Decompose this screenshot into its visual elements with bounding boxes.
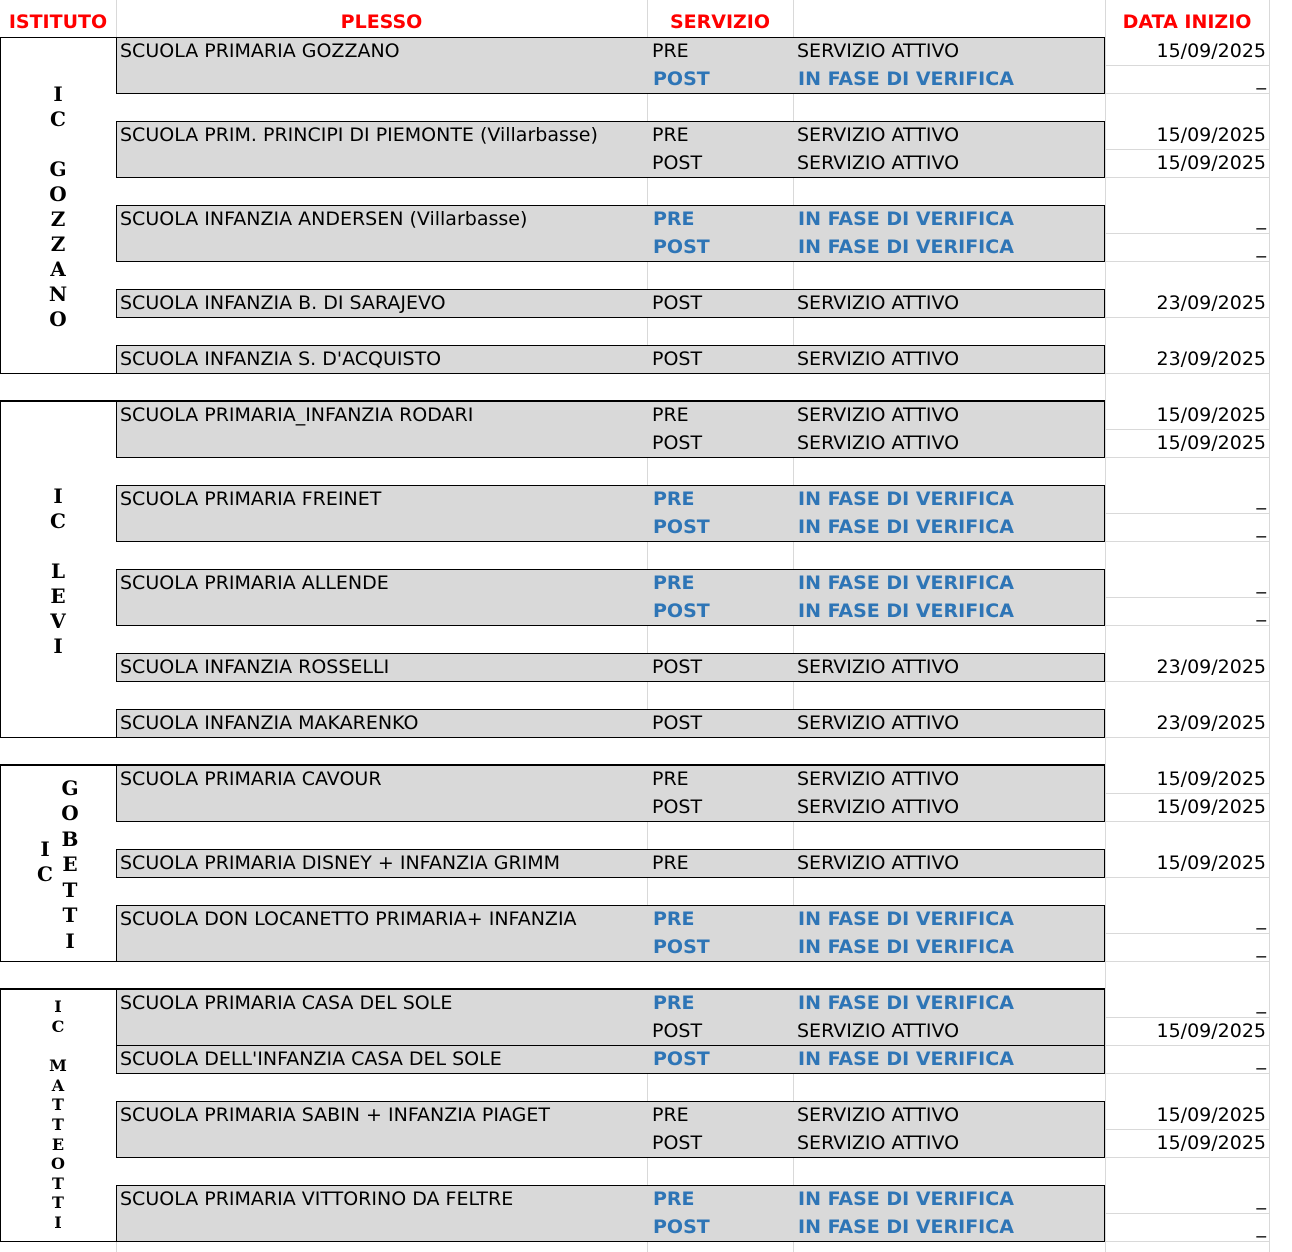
- data-inizio: _: [1256, 908, 1266, 930]
- servizio-type: POST: [652, 796, 703, 818]
- servizio-status: IN FASE DI VERIFICA: [798, 488, 1014, 510]
- servizio-status: IN FASE DI VERIFICA: [798, 1188, 1014, 1210]
- istituto-letter: E: [62, 852, 78, 877]
- servizio-status: SERVIZIO ATTIVO: [797, 712, 960, 734]
- servizio-status: SERVIZIO ATTIVO: [797, 1132, 960, 1154]
- plesso-name: SCUOLA PRIM. PRINCIPI DI PIEMONTE (Villarbasse): [120, 124, 598, 146]
- servizio-status: SERVIZIO ATTIVO: [797, 656, 960, 678]
- grid-line: [1105, 681, 1270, 682]
- servizio-type: PRE: [653, 572, 695, 594]
- plesso-name: SCUOLA DON LOCANETTO PRIMARIA+ INFANZIA: [120, 908, 577, 930]
- servizio-status: IN FASE DI VERIFICA: [798, 236, 1014, 258]
- grid-line: [1105, 961, 1270, 962]
- data-inizio: 15/09/2025: [1156, 796, 1266, 818]
- istituto-letter: I: [54, 1213, 62, 1232]
- istituto-letter: I: [65, 928, 75, 953]
- servizio-status: IN FASE DI VERIFICA: [798, 908, 1014, 930]
- servizio-status: IN FASE DI VERIFICA: [798, 992, 1014, 1014]
- servizio-status: SERVIZIO ATTIVO: [797, 348, 960, 370]
- servizio-status: IN FASE DI VERIFICA: [798, 936, 1014, 958]
- data-inizio: _: [1256, 936, 1266, 958]
- data-inizio: _: [1256, 600, 1266, 622]
- servizio-type: PRE: [653, 908, 695, 930]
- data-inizio: 23/09/2025: [1156, 348, 1266, 370]
- data-inizio: _: [1256, 516, 1266, 538]
- servizio-type: PRE: [652, 404, 689, 426]
- header-servizio: SERVIZIO: [669, 11, 771, 33]
- data-inizio: 15/09/2025: [1156, 852, 1266, 874]
- istituto-letter: C: [51, 1017, 65, 1036]
- servizio-type: POST: [652, 1132, 703, 1154]
- servizio-status: SERVIZIO ATTIVO: [797, 124, 960, 146]
- plesso-name: SCUOLA PRIMARIA FREINET: [120, 488, 382, 510]
- servizio-status: IN FASE DI VERIFICA: [798, 572, 1014, 594]
- data-inizio: 15/09/2025: [1156, 432, 1266, 454]
- plesso-name: SCUOLA INFANZIA MAKARENKO: [120, 712, 419, 734]
- data-inizio: _: [1256, 68, 1266, 90]
- istituto-letter: I: [54, 997, 62, 1017]
- data-inizio: 23/09/2025: [1156, 712, 1266, 734]
- istituto-letter: T: [52, 1193, 64, 1213]
- grid-line: [1105, 1073, 1270, 1074]
- grid-line: [1105, 737, 1270, 738]
- header-data-inizio: DATA INIZIO: [1122, 11, 1252, 33]
- istituto-letter: O: [51, 1154, 65, 1174]
- grid-line: [1105, 317, 1270, 318]
- group-separator: [0, 373, 1105, 401]
- grid-line: [1105, 541, 1270, 542]
- servizio-type: POST: [652, 1020, 703, 1042]
- grid-line: [1105, 1241, 1270, 1242]
- servizio-type: POST: [653, 516, 710, 538]
- servizio-status: IN FASE DI VERIFICA: [798, 516, 1014, 538]
- data-inizio: _: [1256, 208, 1266, 230]
- istituto-letter: O: [49, 307, 67, 331]
- istituto-letter: G: [61, 775, 79, 800]
- istituto-letter: Z: [50, 207, 66, 231]
- istituto-letter: A: [50, 257, 66, 281]
- data-inizio: 15/09/2025: [1156, 124, 1266, 146]
- header-istituto: ISTITUTO: [8, 11, 108, 33]
- data-inizio: 15/09/2025: [1156, 1132, 1266, 1154]
- data-inizio: _: [1256, 992, 1266, 1014]
- servizio-status: SERVIZIO ATTIVO: [797, 432, 960, 454]
- servizio-type: POST: [653, 1048, 710, 1070]
- istituto-letter: T: [62, 903, 78, 928]
- plesso-name: SCUOLA INFANZIA ROSSELLI: [120, 656, 390, 678]
- servizio-type: POST: [653, 68, 710, 90]
- servizio-status: SERVIZIO ATTIVO: [797, 768, 960, 790]
- data-inizio: _: [1256, 1048, 1266, 1070]
- istituto-letter: O: [49, 182, 67, 206]
- grid-line: [1105, 261, 1270, 262]
- servizio-type: POST: [652, 712, 703, 734]
- data-inizio: _: [1256, 1188, 1266, 1210]
- istituto-letter: I: [53, 633, 63, 658]
- servizio-type: PRE: [652, 1104, 689, 1126]
- data-inizio: 15/09/2025: [1156, 1020, 1266, 1042]
- grid-line: [1105, 821, 1270, 822]
- plesso-name: SCUOLA INFANZIA ANDERSEN (Villarbasse): [120, 208, 528, 230]
- servizio-status: SERVIZIO ATTIVO: [797, 852, 960, 874]
- istituto-letter: T: [52, 1173, 64, 1193]
- data-inizio: 15/09/2025: [1156, 152, 1266, 174]
- plesso-name: SCUOLA PRIMARIA DISNEY + INFANZIA GRIMM: [120, 852, 561, 874]
- group-separator: [0, 961, 1105, 989]
- data-inizio: 15/09/2025: [1156, 40, 1266, 62]
- istituto-letter: O: [61, 801, 79, 826]
- grid-line: [1105, 373, 1270, 374]
- istituto-letter: C: [50, 107, 66, 131]
- servizio-status: IN FASE DI VERIFICA: [798, 208, 1014, 230]
- data-inizio: 23/09/2025: [1156, 656, 1266, 678]
- plesso-name: SCUOLA PRIMARIA CASA DEL SOLE: [120, 992, 453, 1014]
- data-inizio: 23/09/2025: [1156, 292, 1266, 314]
- group-separator: [0, 737, 1105, 765]
- servizio-type: PRE: [652, 40, 689, 62]
- grid-line: [1105, 877, 1270, 878]
- servizio-status: IN FASE DI VERIFICA: [798, 68, 1014, 90]
- grid-line: [1105, 1157, 1270, 1158]
- istituto-letter: L: [50, 558, 66, 583]
- grid-line: [1105, 93, 1270, 94]
- istituto-letter: I: [40, 837, 50, 861]
- plesso-name: SCUOLA PRIMARIA_INFANZIA RODARI: [120, 404, 474, 426]
- servizio-status: IN FASE DI VERIFICA: [798, 600, 1014, 622]
- istituto-letter: T: [52, 1115, 64, 1134]
- grid-line: [1105, 457, 1270, 458]
- data-inizio: 15/09/2025: [1156, 404, 1266, 426]
- servizio-type: PRE: [653, 1188, 695, 1210]
- servizio-type: POST: [653, 936, 710, 958]
- servizio-type: PRE: [652, 768, 689, 790]
- istituto-letter: Z: [50, 232, 66, 256]
- servizio-status: SERVIZIO ATTIVO: [797, 404, 960, 426]
- istituto-letter: C: [37, 862, 53, 886]
- servizio-status: SERVIZIO ATTIVO: [797, 40, 960, 62]
- plesso-name: SCUOLA DELL'INFANZIA CASA DEL SOLE: [120, 1048, 502, 1070]
- data-inizio: _: [1256, 488, 1266, 510]
- istituto-letter: I: [53, 82, 63, 106]
- servizio-type: POST: [653, 600, 710, 622]
- servizio-status: IN FASE DI VERIFICA: [798, 1216, 1014, 1238]
- istituto-letter: N: [48, 282, 68, 306]
- istituto-letter: T: [52, 1095, 64, 1115]
- istituto-letter: G: [49, 157, 67, 181]
- istituto-letter: M: [49, 1056, 67, 1076]
- istituto-cell: [0, 765, 117, 962]
- servizio-status: SERVIZIO ATTIVO: [797, 796, 960, 818]
- plesso-name: SCUOLA INFANZIA B. DI SARAJEVO: [120, 292, 446, 314]
- plesso-name: SCUOLA PRIMARIA CAVOUR: [120, 768, 382, 790]
- plesso-name: SCUOLA INFANZIA S. D'ACQUISTO: [120, 348, 442, 370]
- grid-line: [1269, 0, 1270, 1252]
- servizio-type: PRE: [653, 992, 695, 1014]
- istituto-letter: I: [53, 483, 63, 508]
- data-inizio: 15/09/2025: [1156, 1104, 1266, 1126]
- plesso-name: SCUOLA PRIMARIA ALLENDE: [120, 572, 389, 594]
- servizio-status: SERVIZIO ATTIVO: [797, 152, 960, 174]
- servizio-type: POST: [652, 432, 703, 454]
- grid-line: [1105, 177, 1270, 178]
- data-inizio: 15/09/2025: [1156, 768, 1266, 790]
- data-inizio: _: [1256, 1216, 1266, 1238]
- servizio-type: PRE: [653, 208, 695, 230]
- istituto-letter: C: [50, 508, 66, 533]
- istituto-letter: E: [51, 1134, 65, 1154]
- servizio-type: POST: [652, 152, 703, 174]
- servizio-status: SERVIZIO ATTIVO: [797, 1104, 960, 1126]
- servizio-type: PRE: [653, 488, 695, 510]
- header-plesso: PLESSO: [340, 11, 423, 33]
- data-inizio: _: [1256, 572, 1266, 594]
- servizio-type: POST: [653, 236, 710, 258]
- plesso-name: SCUOLA PRIMARIA GOZZANO: [120, 40, 400, 62]
- servizio-type: POST: [652, 348, 703, 370]
- plesso-name: SCUOLA PRIMARIA SABIN + INFANZIA PIAGET: [120, 1104, 550, 1126]
- grid-line: [1105, 625, 1270, 626]
- plesso-name: SCUOLA PRIMARIA VITTORINO DA FELTRE: [120, 1188, 514, 1210]
- istituto-letter: B: [61, 826, 79, 851]
- istituto-letter: V: [50, 608, 66, 633]
- servizio-status: IN FASE DI VERIFICA: [798, 1048, 1014, 1070]
- servizio-type: PRE: [652, 124, 689, 146]
- servizio-type: POST: [652, 656, 703, 678]
- data-inizio: _: [1256, 236, 1266, 258]
- istituto-letter: A: [51, 1075, 65, 1095]
- istituto-letter: E: [50, 583, 66, 608]
- istituto-letter: T: [62, 877, 78, 902]
- servizio-type: PRE: [652, 852, 689, 874]
- servizio-type: POST: [652, 292, 703, 314]
- servizio-type: POST: [653, 1216, 710, 1238]
- servizio-status: SERVIZIO ATTIVO: [797, 1020, 960, 1042]
- servizio-status: SERVIZIO ATTIVO: [797, 292, 960, 314]
